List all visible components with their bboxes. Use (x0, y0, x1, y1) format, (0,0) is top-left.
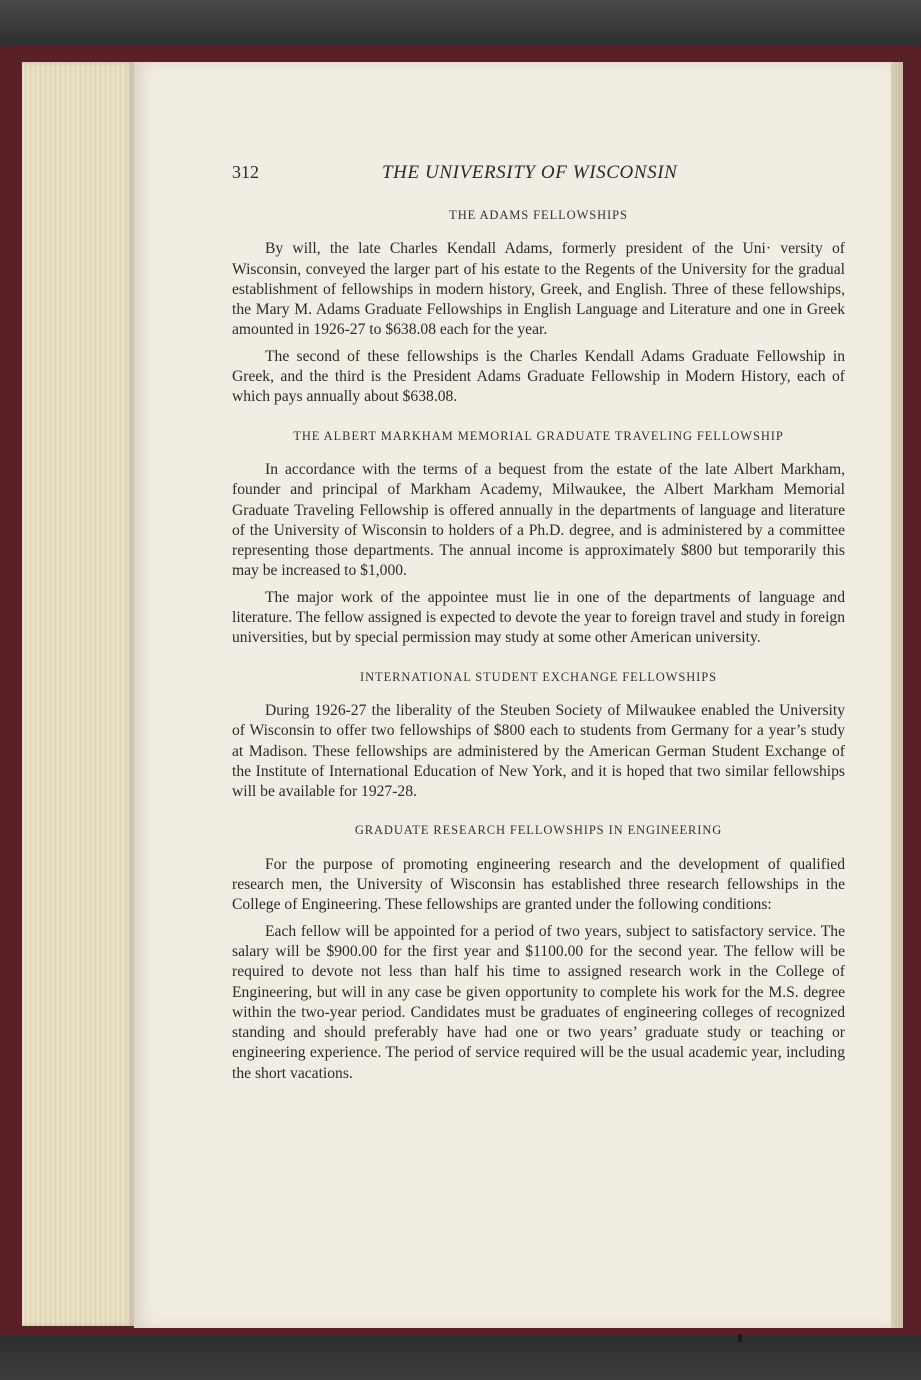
paragraph: By will, the late Charles Kendall Adams, formerly president of the Uni· versity of Wisconsin, conveyed the larger part of his estate to the Regents of the University for the gradual establishment of fellowships in modern history, Greek, and English. Three of these fellowships, the Mary M. Adams Graduate Fellowships in English Language and Literature and one in Greek amounted in 1926-27 to $638.08 each for the year. (232, 240, 845, 339)
paragraph: For the purpose of promoting engineering research and the development of qualified research men, the University of Wisconsin has established three research fellowships in the College of Engineering. These fellowships are granted under the following conditions: (232, 855, 845, 914)
paragraph: The second of these fellowships is the Charles Kendall Adams Graduate Fellowship in Greek, and the third is the President Adams Graduate Fellowship in Modern History, each of which pays annually about $638.08. (232, 347, 845, 406)
paragraph: In accordance with the terms of a bequest from the estate of the late Albert Markham, founder and principal of Markham Academy, Milwaukee, the Albert Markham Memorial Graduate Traveling Fellowship is offered annually in the departments of language and literature of the University of Wisconsin to holders of a Ph.D. degree, and is administered by a committee representing those departments. The annual income is approximately $800 but temporarily this may be increased to $1,000. (232, 460, 845, 580)
page-edges (22, 62, 134, 1326)
backdrop (0, 1330, 921, 1380)
running-head (232, 162, 845, 190)
page-edge-right (891, 62, 903, 1328)
paragraph: Each fellow will be appointed for a period of two years, subject to satisfactory service. The salary will be $900.00 for the first year and $1100.00 for the second year. The fellow will be required to devote not less than half his time to assigned research work in the College of Engineering, but will in any case be given opportunity to complete his work for the M.S. degree within the two-year period. Candidates must be graduates of engineering colleges of recognized standing and should preferably have had one or two years’ graduate study or teaching or engineering experience. The period of service required will be the usual academic year, including the short vacations. (232, 922, 845, 1082)
page-number: 312 (232, 162, 259, 182)
section-heading: GRADUATE RESEARCH FELLOWSHIPS IN ENGINEERING (354, 823, 723, 838)
section-adams-fellowships (232, 205, 845, 408)
section-heading: THE ALBERT MARKHAM MEMORIAL GRADUATE TRAVELING FELLOWSHIP (293, 428, 784, 443)
running-title: THE UNIVERSITY OF WISCONSIN (382, 162, 678, 183)
backdrop (0, 0, 921, 48)
paragraph: The major work of the appointee must lie in one of the departments of language and literature. The fellow assigned is expected to devote the year to foreign travel and study in foreign universities, but by special permission may study at some other American university. (232, 588, 845, 647)
scan-mark (738, 1334, 742, 1342)
paragraph: During 1926-27 the liberality of the Steuben Society of Milwaukee enabled the University of Wisconsin to offer two fellowships of $800 each to students from Germany for a year’s study at Madison. These fellowships are administered by the American German Student Exchange of the Institute of International Education of New York, and it is hoped that two similar fellowships will be available for 1927-28. (232, 701, 845, 801)
section-heading: THE ADAMS FELLOWSHIPS (449, 208, 628, 222)
section-engineering-fellowships (232, 820, 845, 1084)
section-heading: INTERNATIONAL STUDENT EXCHANGE FELLOWSHIPS (360, 669, 717, 684)
section-exchange-fellowships (232, 667, 845, 803)
section-markham-fellowship (232, 426, 845, 649)
page-body (232, 205, 845, 1102)
